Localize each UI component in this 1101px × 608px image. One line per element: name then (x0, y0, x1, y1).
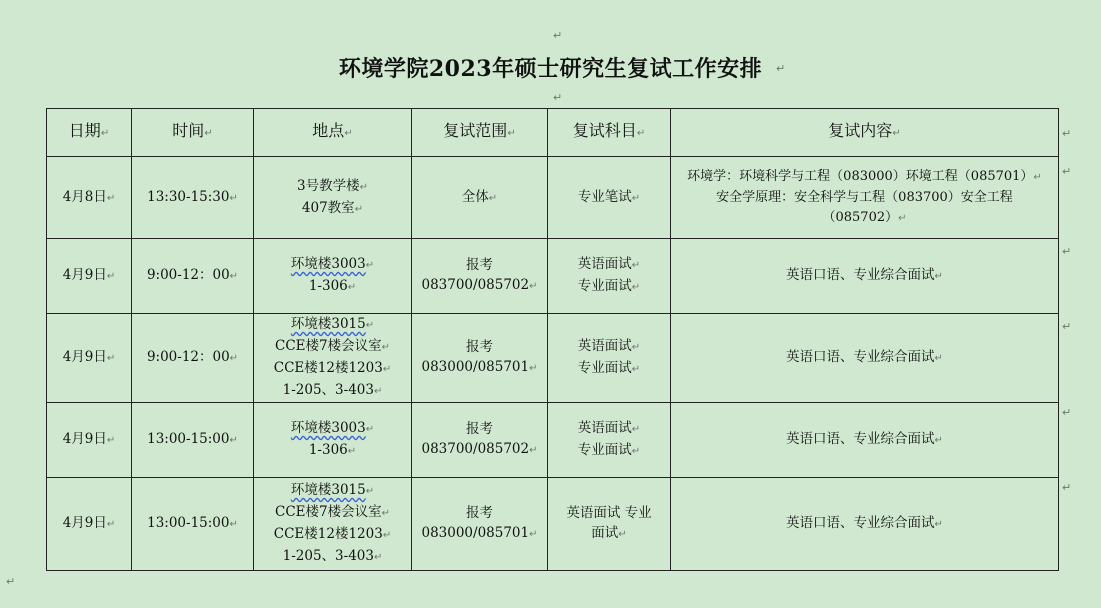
cell-scope: 报考 083000/085701↵ (412, 478, 548, 571)
table-row (47, 478, 1059, 571)
cell-scope: 报考 083700/085702↵ (412, 403, 548, 478)
cell-content: 英语口语、专业综合面试↵ (671, 403, 1059, 478)
paragraph-mark: ↵ (553, 29, 563, 42)
cell-time: 13:30-15:30↵ (132, 157, 254, 239)
cell-subject: 专业笔试↵ (548, 157, 671, 239)
cell-content: 英语口语、专业综合面试↵ (671, 239, 1059, 314)
cell-scope: 报考 083700/085702↵ (412, 239, 548, 314)
table-row (47, 403, 1059, 478)
table-row (47, 157, 1059, 239)
cell-location: 环境楼3015↵ CCE楼7楼会议室↵ CCE楼12楼1203↵ 1-205、3-403↵ (254, 314, 412, 403)
cell-location: 环境楼3003↵ 1-306↵ (254, 239, 412, 314)
schedule-table (46, 108, 1059, 571)
paragraph-mark: ↵ (553, 91, 563, 104)
cell-content: 环境学：环境科学与工程（083000）环境工程（085701）↵ 安全学原理：安全科学与工程（083700）安全工程 （085702）↵ (671, 157, 1059, 239)
cell-location: 3号教学楼↵ 407教室↵ (254, 157, 412, 239)
row-end-mark: ↵ (1062, 406, 1072, 419)
cell-time: 9:00-12：00↵ (132, 239, 254, 314)
paragraph-mark: ↵ (6, 575, 16, 588)
table-header-row (47, 109, 1059, 157)
header-location: 地点↵ (254, 109, 412, 157)
cell-date: 4月9日↵ (47, 239, 132, 314)
cell-date: 4月9日↵ (47, 314, 132, 403)
table-row (47, 314, 1059, 403)
header-date: 日期↵ (47, 109, 132, 157)
cell-time: 13:00-15:00↵ (132, 478, 254, 571)
cell-content: 英语口语、专业综合面试↵ (671, 314, 1059, 403)
cell-date: 4月9日↵ (47, 478, 132, 571)
row-end-mark: ↵ (1062, 320, 1072, 333)
cell-location: 环境楼3015↵ CCE楼7楼会议室↵ CCE楼12楼1203↵ 1-205、3-403↵ (254, 478, 412, 571)
cell-subject: 英语面试↵ 专业面试↵ (548, 403, 671, 478)
paragraph-mark: ↵ (776, 62, 786, 75)
cell-subject: 英语面试↵ 专业面试↵ (548, 239, 671, 314)
page-title: 环境学院2023年硕士研究生复试工作安排 (338, 56, 763, 82)
header-time: 时间↵ (132, 109, 254, 157)
cell-location: 环境楼3003↵ 1-306↵ (254, 403, 412, 478)
cell-time: 13:00-15:00↵ (132, 403, 254, 478)
header-subject: 复试科目↵ (548, 109, 671, 157)
table-row (47, 239, 1059, 314)
cell-subject: 英语面试↵ 专业面试↵ (548, 314, 671, 403)
header-scope: 复试范围↵ (412, 109, 548, 157)
cell-time: 9:00-12：00↵ (132, 314, 254, 403)
cell-scope: 全体↵ (412, 157, 548, 239)
row-end-mark: ↵ (1062, 245, 1072, 258)
header-content: 复试内容↵ (671, 109, 1059, 157)
cell-subject: 英语面试 专业 面试↵ (548, 478, 671, 571)
cell-scope: 报考 083000/085701↵ (412, 314, 548, 403)
cell-date: 4月9日↵ (47, 403, 132, 478)
row-end-mark: ↵ (1062, 127, 1072, 140)
cell-date: 4月8日↵ (47, 157, 132, 239)
row-end-mark: ↵ (1062, 165, 1072, 178)
cell-content: 英语口语、专业综合面试↵ (671, 478, 1059, 571)
row-end-mark: ↵ (1062, 481, 1072, 494)
